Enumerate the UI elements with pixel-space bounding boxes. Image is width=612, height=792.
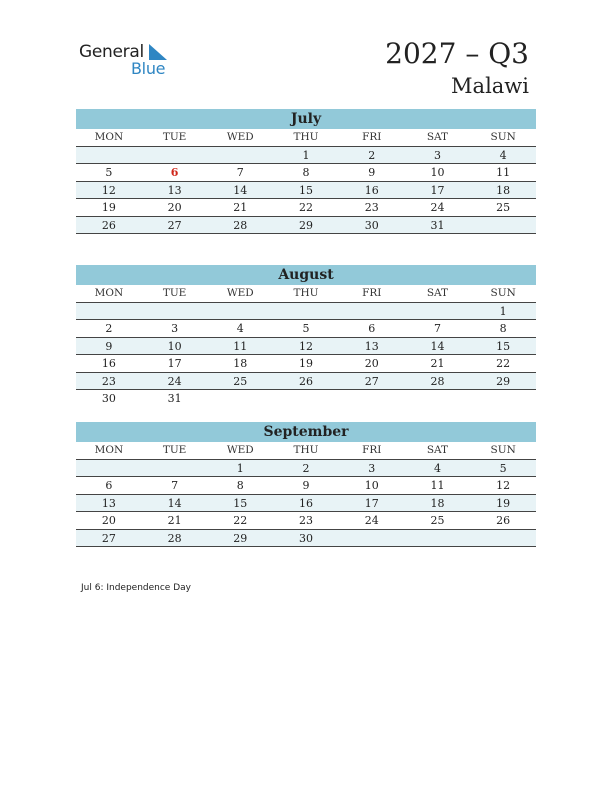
day-cell: 13 — [167, 183, 182, 197]
month-title: September — [76, 422, 536, 442]
weekday-label: SAT — [426, 444, 449, 456]
day-cell: 29 — [496, 374, 511, 388]
week-row — [76, 530, 536, 547]
day-cell: 14 — [430, 339, 445, 353]
weekday-label: WED — [226, 287, 254, 299]
day-cell: 27 — [364, 374, 379, 388]
week-row — [76, 460, 536, 477]
day-cell — [339, 530, 405, 546]
day-cell: 15 — [233, 496, 248, 510]
week-row — [76, 320, 536, 337]
weekday-label: FRI — [362, 444, 382, 456]
day-cell — [142, 460, 208, 476]
day-cell — [273, 390, 339, 406]
weeks — [76, 460, 536, 547]
day-cell: 2 — [368, 149, 376, 162]
week-row — [76, 512, 536, 529]
day-cell: 11 — [233, 339, 248, 353]
day-cell: 26 — [299, 374, 314, 388]
day-cell: 3 — [368, 462, 376, 475]
day-cell: 17 — [167, 357, 182, 371]
month-title: August — [76, 265, 536, 285]
month-calendar-september — [76, 422, 536, 547]
day-cell: 10 — [167, 339, 182, 353]
day-cell — [339, 303, 405, 319]
day-cell: 8 — [302, 166, 310, 180]
day-cell: 26 — [496, 514, 511, 528]
day-cell — [470, 390, 536, 406]
weekday-label: MON — [94, 131, 124, 143]
weeks — [76, 303, 536, 406]
country-name: Malawi — [451, 74, 529, 98]
logo-text-blue: Blue — [131, 59, 166, 78]
weekday-label: TUE — [162, 287, 187, 299]
week-row — [76, 373, 536, 390]
day-cell: 21 — [167, 514, 182, 528]
day-cell: 25 — [430, 514, 445, 528]
logo-text-general: General — [79, 42, 144, 62]
day-cell: 4 — [236, 322, 244, 336]
day-cell: 6 — [368, 322, 376, 336]
day-cell: 20 — [101, 514, 116, 528]
day-cell: 25 — [233, 374, 248, 388]
week-row — [76, 164, 536, 181]
day-cell: 22 — [496, 357, 511, 371]
day-cell: 16 — [299, 496, 314, 510]
week-row — [76, 182, 536, 199]
day-cell — [76, 460, 142, 476]
week-row — [76, 147, 536, 164]
day-cell: 19 — [299, 357, 314, 371]
day-cell: 9 — [105, 339, 113, 353]
day-cell: 31 — [430, 218, 445, 232]
day-cell: 13 — [101, 496, 116, 510]
day-cell: 14 — [233, 183, 248, 197]
day-cell: 2 — [302, 462, 310, 475]
day-cell: 19 — [101, 201, 116, 215]
day-cell: 23 — [364, 201, 379, 215]
day-cell: 16 — [364, 183, 379, 197]
day-cell: 30 — [364, 218, 379, 232]
day-cell — [273, 303, 339, 319]
weekday-label: THU — [293, 131, 319, 143]
week-row — [76, 303, 536, 320]
weeks — [76, 147, 536, 234]
day-cell: 5 — [302, 322, 310, 336]
holiday-notes — [81, 583, 191, 593]
weekday-label: TUE — [162, 444, 187, 456]
day-cell — [339, 390, 405, 406]
day-cell: 4 — [499, 149, 507, 162]
day-cell: 19 — [496, 496, 511, 510]
page-title: 2027 – Q3 — [385, 37, 529, 70]
day-cell: 3 — [171, 322, 179, 336]
day-cell — [76, 147, 142, 163]
day-cell — [405, 530, 471, 546]
day-cell: 18 — [233, 357, 248, 371]
week-row — [76, 199, 536, 216]
day-cell: 18 — [496, 183, 511, 197]
day-cell: 11 — [496, 166, 511, 180]
day-cell: 10 — [430, 166, 445, 180]
day-cell: 15 — [496, 339, 511, 353]
day-cell: 29 — [299, 218, 314, 232]
day-cell: 7 — [433, 322, 441, 336]
weekday-label: SAT — [426, 131, 449, 143]
month-calendar-july — [76, 109, 536, 234]
week-row — [76, 390, 536, 406]
day-cell: 11 — [430, 479, 445, 493]
day-cell: 25 — [496, 201, 511, 215]
day-cell: 20 — [364, 357, 379, 371]
day-cell: 12 — [101, 183, 116, 197]
day-cell — [207, 147, 273, 163]
weekday-label: SAT — [426, 287, 449, 299]
day-cell — [207, 390, 273, 406]
weekday-label: FRI — [362, 131, 382, 143]
month-calendar-august — [76, 265, 536, 406]
day-cell: 3 — [433, 149, 441, 162]
weekday-label: MON — [94, 444, 124, 456]
day-cell: 27 — [101, 531, 116, 545]
weekday-header-row — [76, 285, 536, 303]
week-row — [76, 477, 536, 494]
day-cell — [405, 390, 471, 406]
weekday-label: WED — [226, 131, 254, 143]
day-cell: 17 — [430, 183, 445, 197]
day-cell — [405, 303, 471, 319]
weekday-label: SUN — [490, 131, 516, 143]
day-cell: 8 — [236, 479, 244, 493]
day-cell: 17 — [364, 496, 379, 510]
day-cell: 16 — [101, 357, 116, 371]
weekday-header-row — [76, 129, 536, 147]
day-cell: 20 — [167, 201, 182, 215]
weekday-label: THU — [293, 287, 319, 299]
day-cell — [207, 303, 273, 319]
day-cell: 28 — [167, 531, 182, 545]
weekday-label: SUN — [490, 287, 516, 299]
day-cell — [142, 303, 208, 319]
day-cell: 7 — [171, 479, 179, 493]
day-cell: 15 — [299, 183, 314, 197]
day-cell: 4 — [433, 462, 441, 475]
day-cell: 6 — [170, 166, 179, 180]
day-cell: 12 — [496, 479, 511, 493]
day-cell: 21 — [233, 201, 248, 215]
day-cell: 23 — [299, 514, 314, 528]
day-cell: 24 — [364, 514, 379, 528]
day-cell: 26 — [101, 218, 116, 232]
day-cell: 24 — [430, 201, 445, 215]
day-cell: 6 — [105, 479, 113, 493]
day-cell: 30 — [101, 391, 116, 405]
day-cell: 22 — [233, 514, 248, 528]
day-cell: 27 — [167, 218, 182, 232]
weekday-label: THU — [293, 444, 319, 456]
day-cell: 5 — [499, 462, 507, 475]
day-cell: 31 — [167, 391, 182, 405]
day-cell: 23 — [101, 374, 116, 388]
day-cell — [470, 217, 536, 233]
day-cell — [470, 530, 536, 546]
day-cell: 8 — [499, 322, 507, 336]
day-cell: 2 — [105, 322, 113, 336]
day-cell: 1 — [499, 305, 507, 318]
day-cell: 5 — [105, 166, 113, 180]
day-cell: 14 — [167, 496, 182, 510]
day-cell — [142, 147, 208, 163]
weekday-label: WED — [226, 444, 254, 456]
weekday-label: TUE — [162, 131, 187, 143]
month-title: July — [76, 109, 536, 129]
day-cell: 13 — [364, 339, 379, 353]
day-cell: 28 — [430, 374, 445, 388]
day-cell: 1 — [236, 462, 244, 475]
week-row — [76, 338, 536, 355]
weekday-label: SUN — [490, 444, 516, 456]
day-cell: 1 — [302, 149, 310, 162]
day-cell: 30 — [299, 531, 314, 545]
day-cell: 28 — [233, 218, 248, 232]
day-cell: 12 — [299, 339, 314, 353]
week-row — [76, 217, 536, 234]
holiday-note: Jul 6: Independence Day — [81, 583, 191, 593]
day-cell: 9 — [302, 479, 310, 493]
generalblue-logo — [79, 40, 179, 80]
day-cell: 9 — [368, 166, 376, 180]
day-cell: 10 — [364, 479, 379, 493]
weekday-header-row — [76, 442, 536, 460]
day-cell: 22 — [299, 201, 314, 215]
weekday-label: FRI — [362, 287, 382, 299]
day-cell: 18 — [430, 496, 445, 510]
day-cell: 29 — [233, 531, 248, 545]
week-row — [76, 495, 536, 512]
week-row — [76, 355, 536, 372]
day-cell: 7 — [236, 166, 244, 180]
day-cell — [76, 303, 142, 319]
day-cell: 21 — [430, 357, 445, 371]
weekday-label: MON — [94, 287, 124, 299]
day-cell: 24 — [167, 374, 182, 388]
